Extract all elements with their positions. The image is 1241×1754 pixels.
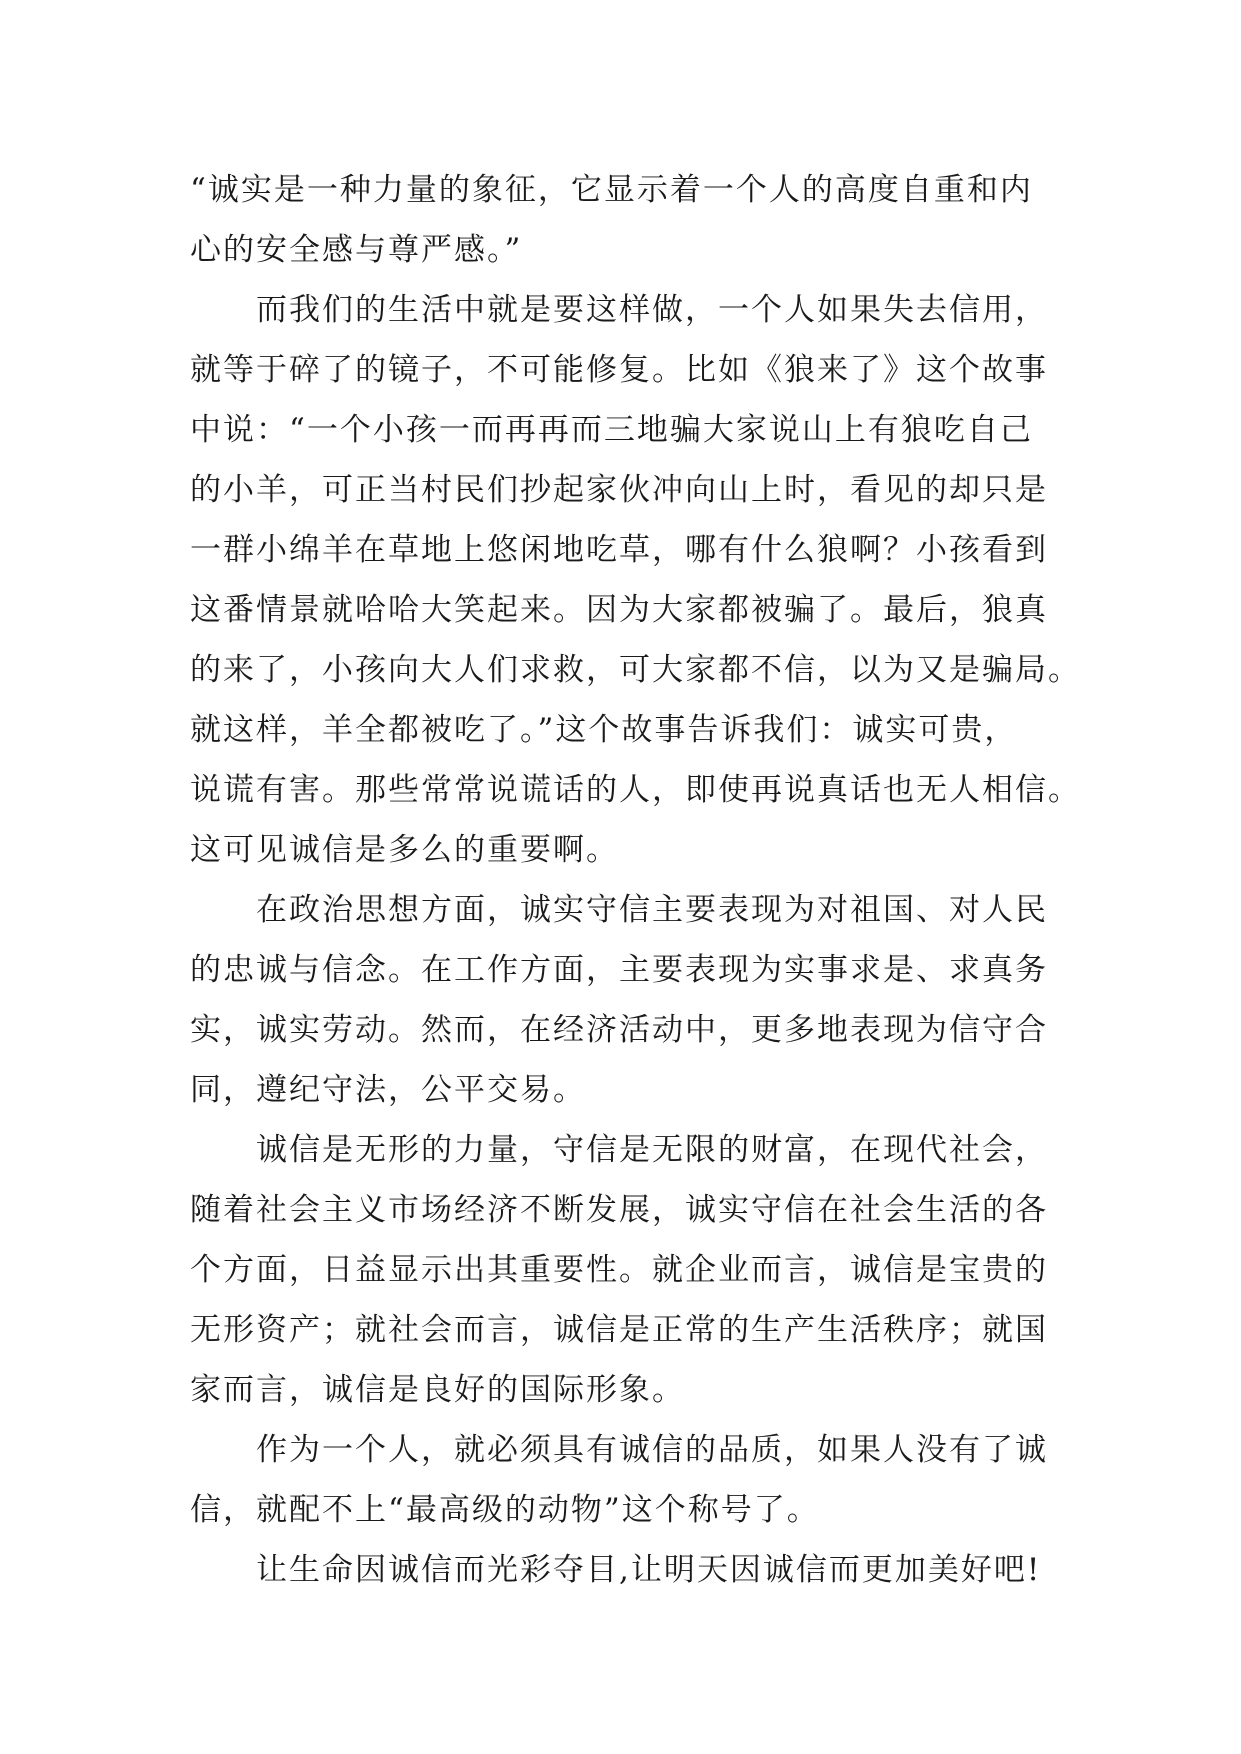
text-line: “诚实是一种力量的象征，它显示着一个人的高度自重和内 bbox=[190, 172, 1033, 208]
text-line: 而我们的生活中就是要这样做，一个人如果失去信用， bbox=[190, 292, 1048, 328]
text-line: 家而言，诚信是良好的国际形象。 bbox=[190, 1372, 685, 1408]
text-line: 的忠诚与信念。在工作方面，主要表现为实事求是、求真务 bbox=[190, 952, 1048, 988]
text-line: 无形资产；就社会而言，诚信是正常的生产生活秩序；就国 bbox=[190, 1312, 1048, 1348]
text-line: 就等于碎了的镜子，不可能修复。比如《狼来了》这个故事 bbox=[190, 352, 1048, 388]
text-line: 这番情景就哈哈大笑起来。因为大家都被骗了。最后，狼真 bbox=[190, 592, 1048, 628]
text-line: 在政治思想方面，诚实守信主要表现为对祖国、对人民 bbox=[190, 892, 1048, 928]
text-line: 信，就配不上“最高级的动物”这个称号了。 bbox=[190, 1492, 820, 1528]
text-line: 心的安全感与尊严感。” bbox=[190, 232, 523, 268]
text-line: 同，遵纪守法，公平交易。 bbox=[190, 1072, 586, 1108]
body-text bbox=[190, 160, 1081, 1600]
text-line: 作为一个人，就必须具有诚信的品质，如果人没有了诚 bbox=[190, 1432, 1048, 1468]
text-line: 的小羊，可正当村民们抄起家伙冲向山上时，看见的却只是 bbox=[190, 472, 1048, 508]
text-line: 说谎有害。那些常常说谎话的人，即使再说真话也无人相信。 bbox=[190, 772, 1081, 808]
text-line: 中说：“一个小孩一而再再而三地骗大家说山上有狼吃自己 bbox=[190, 412, 1033, 448]
text-line: 诚信是无形的力量，守信是无限的财富，在现代社会， bbox=[190, 1132, 1048, 1168]
text-line: 的来了，小孩向大人们求救，可大家都不信，以为又是骗局。 bbox=[190, 652, 1081, 688]
text-line: 个方面，日益显示出其重要性。就企业而言，诚信是宝贵的 bbox=[190, 1252, 1048, 1288]
text-line: 实，诚实劳动。然而，在经济活动中，更多地表现为信守合 bbox=[190, 1012, 1048, 1048]
text-line: 让生命因诚信而光彩夺目,让明天因诚信而更加美好吧! bbox=[190, 1552, 1042, 1588]
text-line: 这可见诚信是多么的重要啊。 bbox=[190, 832, 619, 868]
text-line: 就这样，羊全都被吃了。”这个故事告诉我们：诚实可贵， bbox=[190, 712, 1018, 748]
text-line: 一群小绵羊在草地上悠闲地吃草，哪有什么狼啊？小孩看到 bbox=[190, 532, 1048, 568]
text-line: 随着社会主义市场经济不断发展，诚实守信在社会生活的各 bbox=[190, 1192, 1048, 1228]
